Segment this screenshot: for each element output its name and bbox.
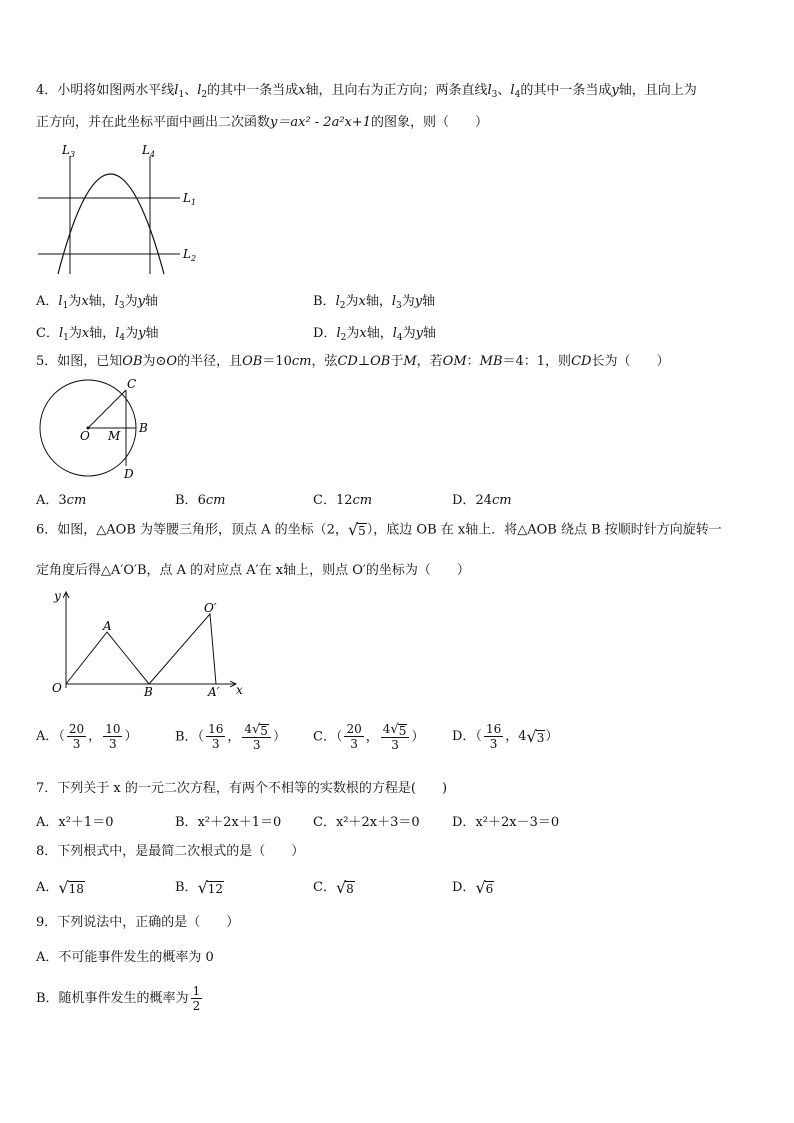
q8-text: 8．下列根式中，是最简二次根式的是（ ） xyxy=(36,844,305,859)
q5-option-d[interactable]: D．24cm xyxy=(452,493,512,508)
label-aprime: A′ xyxy=(208,685,220,699)
label-d: D xyxy=(124,467,134,481)
q6-option-d[interactable]: D．（ $\frac{16}{3}$ ，4 √ 3 ） xyxy=(452,722,559,751)
q6-line2: 定角度后得△A′O′B，点 A 的对应点 A′在 x轴上，则点 O′的坐标为（ ） xyxy=(36,563,470,578)
q7-option-d[interactable]: D．x²＋2x－3＝0 xyxy=(452,815,560,830)
triangle-aprime-oprime-b xyxy=(149,614,216,684)
label-c: C xyxy=(127,378,137,391)
q6-line1: 6．如图，△AOB 为等腰三角形，顶点 A 的坐标（2， √ 5 ），底边 OB 在 x轴上．将△AOB 绕点 B 按顺时针方向旋转一 xyxy=(36,520,722,539)
q8-option-c[interactable]: C． √ 8 xyxy=(313,877,354,897)
triangle-aob xyxy=(66,632,149,684)
q5-option-b[interactable]: B．6cm xyxy=(175,493,226,508)
q9-text: 9．下列说法中，正确的是（ ） xyxy=(36,915,240,930)
q8-option-b[interactable]: B． √ 12 xyxy=(175,877,224,897)
label-y: y xyxy=(54,589,61,603)
label-o: O xyxy=(80,429,90,443)
q4-line2: 正方向，并在此坐标平面中画出二次函数y＝ax² - 2a²x+1的图象，则（ ） xyxy=(36,115,489,130)
label-x: x xyxy=(236,683,243,697)
q4-figure xyxy=(36,142,206,280)
label-l1: $L_1$ xyxy=(183,191,197,207)
q8-option-d[interactable]: D． √ 6 xyxy=(452,877,494,897)
label-l3: $L_3$ xyxy=(62,143,76,159)
q5-option-a[interactable]: A．3cm xyxy=(36,493,87,508)
q6-option-c[interactable]: C．（ $\frac{20}{3}$ ， 4 √ 5 3 ） xyxy=(313,721,425,752)
q5-text: 5．如图，已知OB为⊙O的半径，且OB＝10cm，弦CD⊥OB于M，若OM：MB＝4：1，则CD长为（ ） xyxy=(36,354,670,369)
q6-option-a[interactable]: A．（ $\frac{20}{3}$ ， $\frac{10}{3}$ ） xyxy=(36,722,138,751)
q4-option-a[interactable]: A．$l_1$为x轴，$l_3$为y轴 xyxy=(36,294,158,311)
q6-figure xyxy=(40,588,255,700)
q7-option-a[interactable]: A．x²＋1＝0 xyxy=(36,815,114,830)
q7-option-b[interactable]: B．x²＋2x＋1＝0 xyxy=(175,815,282,830)
q7-text: 7．下列关于 x 的一元二次方程，有两个不相等的实数根的方程是( ) xyxy=(36,781,448,796)
label-b: B xyxy=(144,685,153,699)
q5-figure xyxy=(36,378,166,482)
label-a: A xyxy=(103,619,112,633)
label-l4: $L_4$ xyxy=(142,143,156,159)
q4-option-d[interactable]: D．$l_2$为x轴，$l_4$为y轴 xyxy=(313,326,437,343)
label-b: B xyxy=(139,421,148,435)
q4-option-b[interactable]: B．$l_2$为x轴，$l_3$为y轴 xyxy=(313,294,436,311)
label-l2: $L_2$ xyxy=(183,247,197,263)
label-oprime: O′ xyxy=(204,601,217,615)
q4-option-c[interactable]: C．$l_1$为x轴，$l_4$为y轴 xyxy=(36,326,159,343)
q8-option-a[interactable]: A． √ 18 xyxy=(36,877,84,897)
q6-option-b[interactable]: B．（ $\frac{16}{3}$ ， 4 √ 5 3 ） xyxy=(175,721,286,752)
label-m: M xyxy=(108,429,121,443)
q9-option-a[interactable]: A．不可能事件发生的概率为 0 xyxy=(36,950,214,965)
parabola xyxy=(58,174,164,274)
q7-option-c[interactable]: C．x²＋2x＋3＝0 xyxy=(313,815,420,830)
q4-line1: 4．小明将如图两水平线$l_1$、$l_2$的其中一条当成x轴，且向右为正方向；两条直线$l_3$、$l_4$的其中一条当成y轴，且向上为 xyxy=(36,83,697,100)
q5-option-c[interactable]: C．12cm xyxy=(313,493,373,508)
q9-option-b[interactable]: B．随机事件发生的概率为 $\frac{1}{2}$ xyxy=(36,984,201,1013)
label-o: O xyxy=(52,681,62,695)
segment-oc xyxy=(88,390,126,428)
